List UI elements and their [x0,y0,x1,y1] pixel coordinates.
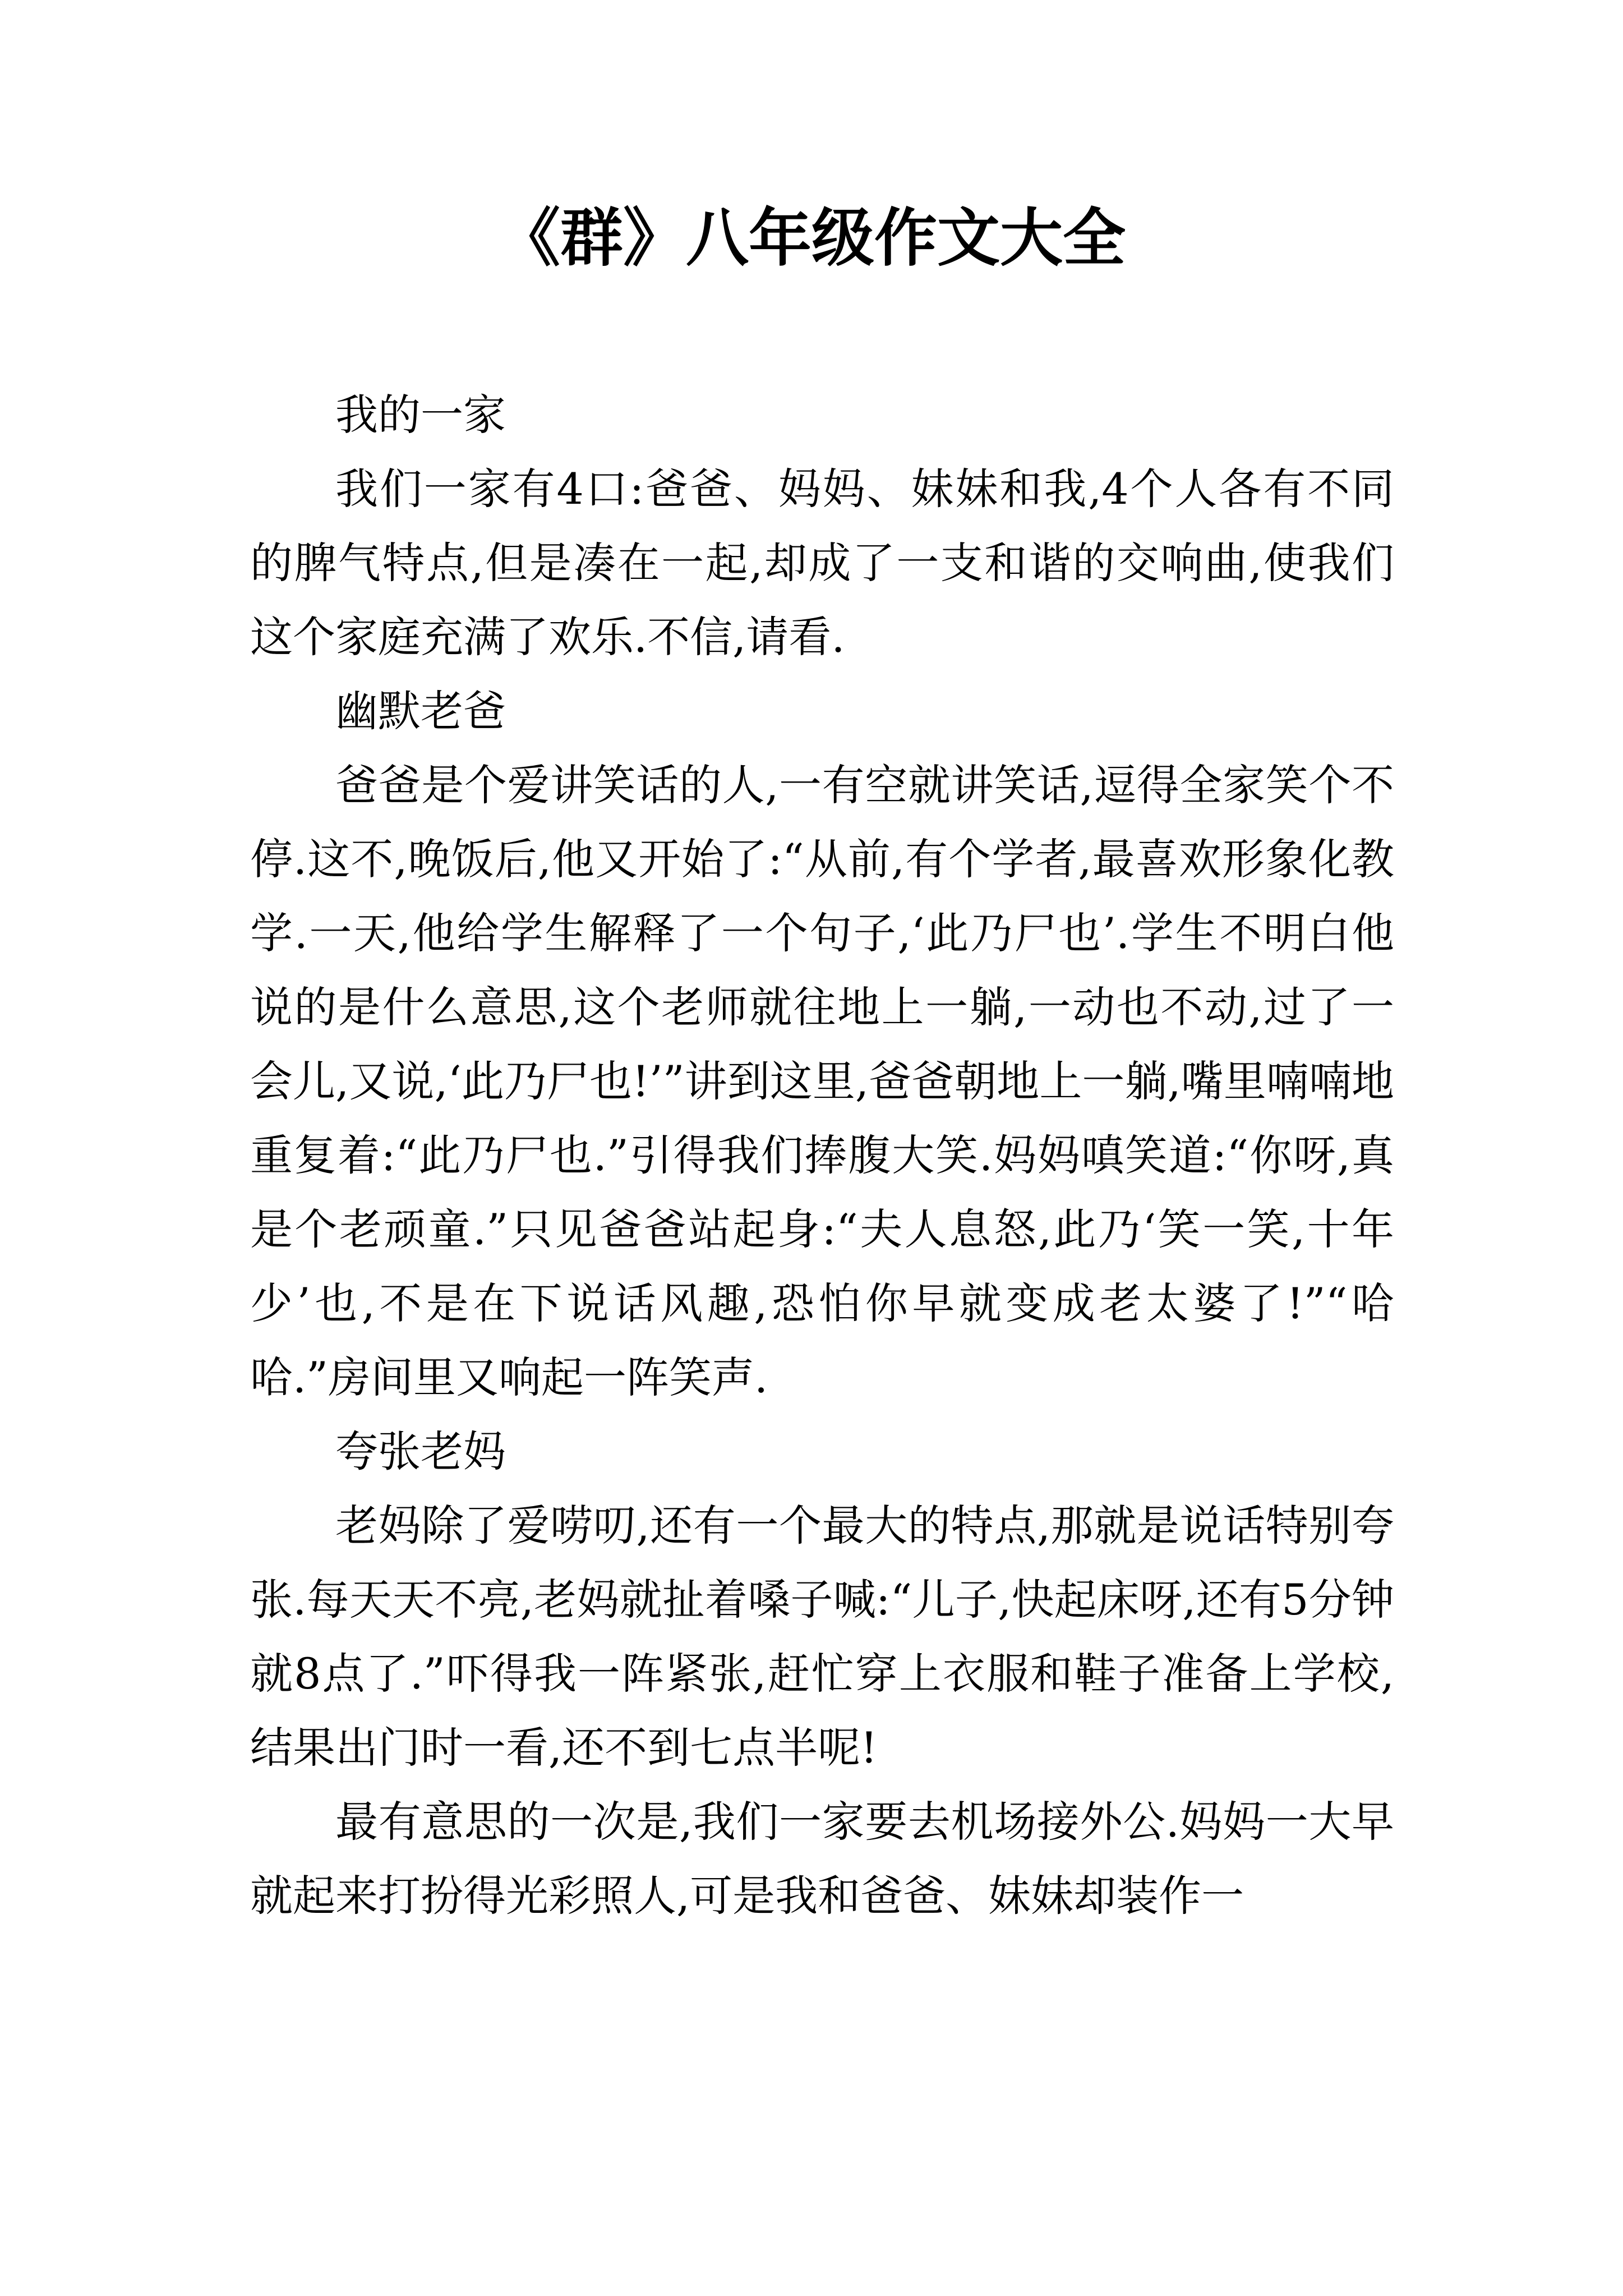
section-heading-exaggerating-mom: 夸张老妈 [335,1427,506,1476]
section-heading-humorous-dad: 幽默老爸 [335,686,506,736]
document-title: 《群》八年级作文大全 [497,202,1126,275]
paragraph-airport-story: 最有意思的一次是,我们一家要去机场接外公.妈妈一大早就起来打扮得光彩照人,可是我和爸爸、妹妹却装作一 [250,1797,1394,1921]
document-body [250,378,1394,1933]
paragraph-dad-story: 爸爸是个爱讲笑话的人,一有空就讲笑话,逗得全家笑个不停.这不,晚饭后,他又开始了:“从前,有个学者,最喜欢形象化教学.一天,他给学生解释了一个句子,‘此乃尸也’.学生不明白他说的是什么意思,这个老师就往地上一躺,一动也不动,过了一会儿,又说,‘此乃尸也!’”讲到这里,爸爸朝地上一躺,嘴里喃喃地重复着:“此乃尸也.”引得我们捧腹大笑.妈妈嗔笑道:“你呀,真是个老顽童.”只见爸爸站起身:“夫人息怒,此乃‘笑一笑,十年少’也,不是在下说话风趣,恐怕你早就变成老太婆了!”“哈哈.”房间里又响起一阵笑声. [250,760,1394,1402]
section-heading-my-family: 我的一家 [335,390,506,440]
paragraph-intro: 我们一家有4口:爸爸、妈妈、妹妹和我,4个人各有不同的脾气特点,但是凑在一起,却成了一支和谐的交响曲,使我们这个家庭充满了欢乐.不信,请看. [250,464,1394,662]
paragraph-mom-story: 老妈除了爱唠叨,还有一个最大的特点,那就是说话特别夸张.每天天不亮,老妈就扯着嗓子喊:“儿子,快起床呀,还有5分钟就8点了.”吓得我一阵紧张,赶忙穿上衣服和鞋子准备上学校,结果出门时一看,还不到七点半呢! [250,1501,1394,1773]
